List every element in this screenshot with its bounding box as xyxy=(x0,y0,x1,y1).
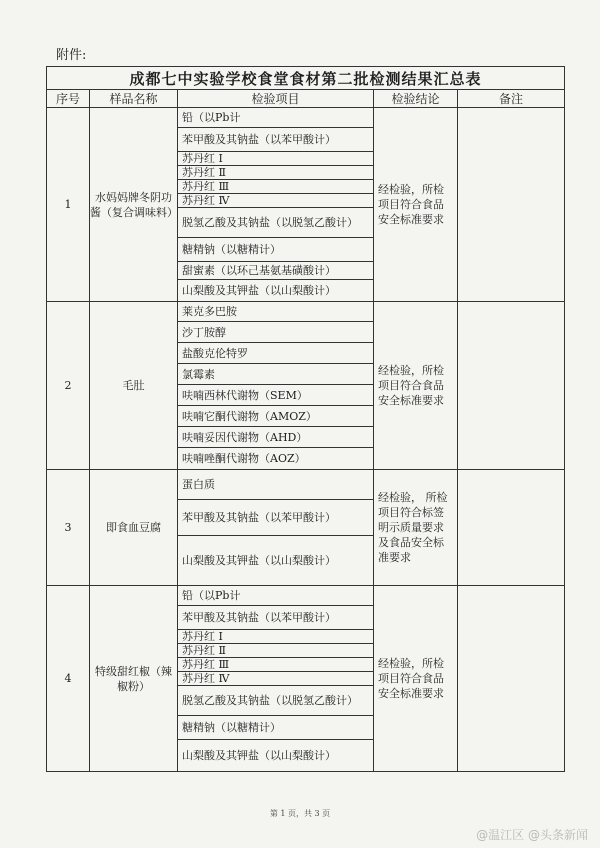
test-item: 苏丹红 Ⅱ xyxy=(178,644,374,658)
note-cell xyxy=(458,302,565,470)
test-item: 呋喃西林代谢物（SEM） xyxy=(178,385,374,406)
results-table xyxy=(46,66,565,772)
header-note: 备注 xyxy=(458,90,565,108)
sample-number: 4 xyxy=(47,586,90,772)
test-conclusion: 经检验，所检项目符合食品安全标准要求 xyxy=(374,108,458,302)
test-item: 苏丹红 Ⅱ xyxy=(178,166,374,180)
table-title: 成都七中实验学校食堂食材第二批检测结果汇总表 xyxy=(47,67,565,90)
test-conclusion: 经检验，所检项目符合食品安全标准要求 xyxy=(374,586,458,772)
test-item: 苏丹红 Ⅳ xyxy=(178,672,374,686)
sample-number: 1 xyxy=(47,108,90,302)
test-item: 糖精钠（以糖精计） xyxy=(178,716,374,740)
table-row xyxy=(47,586,565,606)
test-item: 苏丹红 Ⅰ xyxy=(178,152,374,166)
test-item: 脱氢乙酸及其钠盐（以脱氢乙酸计） xyxy=(178,208,374,238)
test-item: 呋喃妥因代谢物（AHD） xyxy=(178,427,374,448)
test-conclusion: 经检验， 所检项目符合标签明示质量要求及食品安全标准要求 xyxy=(374,470,458,586)
test-item: 苯甲酸及其钠盐（以苯甲酸计） xyxy=(178,500,374,536)
test-item: 苯甲酸及其钠盐（以苯甲酸计） xyxy=(178,606,374,630)
header-sample-name: 样品名称 xyxy=(90,90,178,108)
note-cell xyxy=(458,108,565,302)
test-item: 盐酸克伦特罗 xyxy=(178,343,374,364)
test-item: 山梨酸及其钾盐（以山梨酸计） xyxy=(178,280,374,302)
note-cell xyxy=(458,470,565,586)
test-item: 苏丹红 Ⅲ xyxy=(178,180,374,194)
test-item: 氯霉素 xyxy=(178,364,374,385)
test-item: 苏丹红 Ⅰ xyxy=(178,630,374,644)
page-footer: 第 1 页，共 3 页 xyxy=(269,809,331,818)
sample-name: 即食血豆腐 xyxy=(90,470,178,586)
sample-name: 水妈妈牌冬阴功酱（复合调味料） xyxy=(90,108,178,302)
test-item: 苏丹红 Ⅳ xyxy=(178,194,374,208)
sample-number: 3 xyxy=(47,470,90,586)
test-item: 山梨酸及其钾盐（以山梨酸计） xyxy=(178,536,374,586)
test-item: 沙丁胺醇 xyxy=(178,322,374,343)
header-no: 序号 xyxy=(47,90,90,108)
table-row xyxy=(47,108,565,128)
test-item: 苯甲酸及其钠盐（以苯甲酸计） xyxy=(178,128,374,152)
sample-number: 2 xyxy=(47,302,90,470)
attachment-label: 附件: xyxy=(56,48,87,63)
test-item: 呋喃它酮代谢物（AMOZ） xyxy=(178,406,374,427)
test-item: 铅（以Pb计 xyxy=(178,108,374,128)
test-item: 铅（以Pb计 xyxy=(178,586,374,606)
test-conclusion: 经检验，所检项目符合食品安全标准要求 xyxy=(374,302,458,470)
header-test-item: 检验项目 xyxy=(178,90,374,108)
test-item: 蛋白质 xyxy=(178,470,374,500)
table-row xyxy=(47,470,565,500)
test-item: 脱氢乙酸及其钠盐（以脱氢乙酸计） xyxy=(178,686,374,716)
watermark: @温江区 @头条新闻 xyxy=(476,828,588,842)
test-item: 山梨酸及其钾盐（以山梨酸计） xyxy=(178,740,374,772)
test-item: 呋喃唑酮代谢物（AOZ） xyxy=(178,448,374,470)
test-item: 莱克多巴胺 xyxy=(178,302,374,322)
sample-name: 毛肚 xyxy=(90,302,178,470)
header-conclusion: 检验结论 xyxy=(374,90,458,108)
note-cell xyxy=(458,586,565,772)
test-item: 甜蜜素（以环己基氨基磺酸计） xyxy=(178,262,374,280)
table-row xyxy=(47,302,565,322)
test-item: 苏丹红 Ⅲ xyxy=(178,658,374,672)
test-item: 糖精钠（以糖精计） xyxy=(178,238,374,262)
sample-name: 特级甜红椒（辣椒粉） xyxy=(90,586,178,772)
